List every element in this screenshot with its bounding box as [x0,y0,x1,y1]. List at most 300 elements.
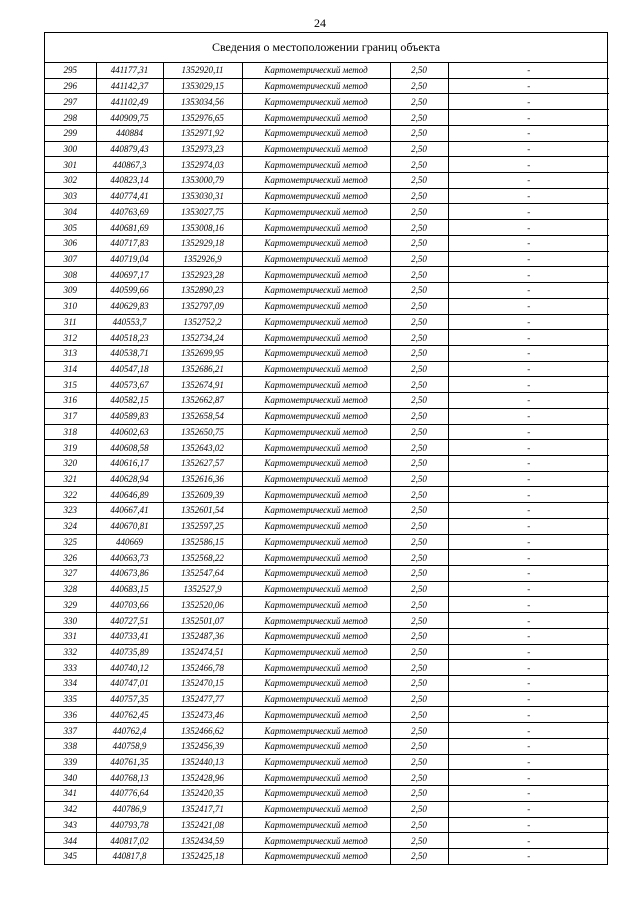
point-number-cell: 318 [45,424,96,440]
table-row [45,738,609,754]
accuracy-cell: 2,50 [390,188,448,204]
point-number-cell: 301 [45,157,96,173]
accuracy-cell: 2,50 [390,503,448,519]
accuracy-cell: 2,50 [390,424,448,440]
x-coordinate-cell: 440817,8 [96,848,163,863]
accuracy-cell: 2,50 [390,141,448,157]
point-number-cell: 334 [45,676,96,692]
table-row [45,801,609,817]
description-cell: - [448,566,609,582]
table-row [45,330,609,346]
description-cell: - [448,628,609,644]
method-cell: Картометрический метод [242,141,390,157]
y-coordinate-cell: 1352547,64 [163,566,242,582]
table-row [45,141,609,157]
point-number-cell: 314 [45,361,96,377]
accuracy-cell: 2,50 [390,801,448,817]
x-coordinate-cell: 440697,17 [96,267,163,283]
description-cell: - [448,503,609,519]
table-title: Сведения о местоположении границ объекта [45,33,607,63]
description-cell: - [448,644,609,660]
table-row [45,848,609,863]
point-number-cell: 320 [45,455,96,471]
method-cell: Картометрический метод [242,534,390,550]
accuracy-cell: 2,50 [390,597,448,613]
y-coordinate-cell: 1352470,15 [163,676,242,692]
y-coordinate-cell: 1352466,62 [163,723,242,739]
description-cell: - [448,455,609,471]
method-cell: Картометрический метод [242,707,390,723]
table-row [45,188,609,204]
accuracy-cell: 2,50 [390,660,448,676]
accuracy-cell: 2,50 [390,518,448,534]
accuracy-cell: 2,50 [390,534,448,550]
description-cell: - [448,125,609,141]
description-cell: - [448,770,609,786]
table-row [45,550,609,566]
x-coordinate-cell: 440786,9 [96,801,163,817]
point-number-cell: 312 [45,330,96,346]
point-number-cell: 323 [45,503,96,519]
accuracy-cell: 2,50 [390,581,448,597]
accuracy-cell: 2,50 [390,251,448,267]
y-coordinate-cell: 1352527,9 [163,581,242,597]
y-coordinate-cell: 1352973,23 [163,141,242,157]
y-coordinate-cell: 1352662,87 [163,393,242,409]
table-row [45,361,609,377]
table-row [45,676,609,692]
point-number-cell: 338 [45,738,96,754]
point-number-cell: 322 [45,487,96,503]
method-cell: Картометрический метод [242,817,390,833]
method-cell: Картометрический метод [242,314,390,330]
accuracy-cell: 2,50 [390,63,448,78]
point-number-cell: 309 [45,283,96,299]
x-coordinate-cell: 440616,17 [96,455,163,471]
y-coordinate-cell: 1352425,18 [163,848,242,863]
description-cell: - [448,220,609,236]
method-cell: Картометрический метод [242,723,390,739]
y-coordinate-cell: 1352923,28 [163,267,242,283]
description-cell: - [448,581,609,597]
accuracy-cell: 2,50 [390,691,448,707]
description-cell: - [448,157,609,173]
description-cell: - [448,283,609,299]
x-coordinate-cell: 440774,41 [96,188,163,204]
accuracy-cell: 2,50 [390,754,448,770]
table-row [45,691,609,707]
table-row [45,581,609,597]
description-cell: - [448,801,609,817]
table-row [45,220,609,236]
point-number-cell: 336 [45,707,96,723]
y-coordinate-cell: 1352658,54 [163,408,242,424]
y-coordinate-cell: 1352752,2 [163,314,242,330]
table-row [45,251,609,267]
y-coordinate-cell: 1352643,02 [163,440,242,456]
accuracy-cell: 2,50 [390,173,448,189]
method-cell: Картометрический метод [242,220,390,236]
method-cell: Картометрический метод [242,330,390,346]
description-cell: - [448,440,609,456]
y-coordinate-cell: 1353029,15 [163,78,242,94]
point-number-cell: 300 [45,141,96,157]
y-coordinate-cell: 1352473,46 [163,707,242,723]
x-coordinate-cell: 440599,66 [96,283,163,299]
y-coordinate-cell: 1352597,25 [163,518,242,534]
table-body [45,63,609,864]
x-coordinate-cell: 440740,12 [96,660,163,676]
point-number-cell: 325 [45,534,96,550]
method-cell: Картометрический метод [242,393,390,409]
method-cell: Картометрический метод [242,566,390,582]
accuracy-cell: 2,50 [390,78,448,94]
accuracy-cell: 2,50 [390,377,448,393]
x-coordinate-cell: 440670,81 [96,518,163,534]
x-coordinate-cell: 440717,83 [96,235,163,251]
y-coordinate-cell: 1352417,71 [163,801,242,817]
accuracy-cell: 2,50 [390,676,448,692]
accuracy-cell: 2,50 [390,283,448,299]
accuracy-cell: 2,50 [390,833,448,849]
table-row [45,125,609,141]
method-cell: Картометрический метод [242,644,390,660]
accuracy-cell: 2,50 [390,848,448,863]
point-number-cell: 340 [45,770,96,786]
method-cell: Картометрический метод [242,157,390,173]
description-cell: - [448,94,609,110]
page-number: 24 [314,16,326,30]
point-number-cell: 313 [45,345,96,361]
x-coordinate-cell: 440703,66 [96,597,163,613]
x-coordinate-cell: 440758,9 [96,738,163,754]
method-cell: Картометрический метод [242,676,390,692]
accuracy-cell: 2,50 [390,125,448,141]
description-cell: - [448,141,609,157]
method-cell: Картометрический метод [242,345,390,361]
x-coordinate-cell: 440646,89 [96,487,163,503]
x-coordinate-cell: 440763,69 [96,204,163,220]
x-coordinate-cell: 440735,89 [96,644,163,660]
method-cell: Картометрический метод [242,235,390,251]
accuracy-cell: 2,50 [390,330,448,346]
point-number-cell: 345 [45,848,96,863]
table-row [45,613,609,629]
accuracy-cell: 2,50 [390,157,448,173]
method-cell: Картометрический метод [242,440,390,456]
method-cell: Картометрический метод [242,754,390,770]
table-row [45,471,609,487]
method-cell: Картометрический метод [242,518,390,534]
x-coordinate-cell: 440681,69 [96,220,163,236]
description-cell: - [448,361,609,377]
description-cell: - [448,377,609,393]
y-coordinate-cell: 1353000,79 [163,173,242,189]
description-cell: - [448,707,609,723]
method-cell: Картометрический метод [242,377,390,393]
table-row [45,157,609,173]
point-number-cell: 341 [45,786,96,802]
point-number-cell: 331 [45,628,96,644]
accuracy-cell: 2,50 [390,440,448,456]
y-coordinate-cell: 1353008,16 [163,220,242,236]
y-coordinate-cell: 1352601,54 [163,503,242,519]
point-number-cell: 327 [45,566,96,582]
description-cell: - [448,251,609,267]
y-coordinate-cell: 1352929,18 [163,235,242,251]
accuracy-cell: 2,50 [390,817,448,833]
x-coordinate-cell: 440761,35 [96,754,163,770]
description-cell: - [448,691,609,707]
description-cell: - [448,408,609,424]
x-coordinate-cell: 440776,64 [96,786,163,802]
table-row [45,377,609,393]
x-coordinate-cell: 440602,63 [96,424,163,440]
x-coordinate-cell: 440538,71 [96,345,163,361]
accuracy-cell: 2,50 [390,393,448,409]
x-coordinate-cell: 440628,94 [96,471,163,487]
point-number-cell: 316 [45,393,96,409]
table-row [45,817,609,833]
table-row [45,204,609,220]
table-row [45,408,609,424]
description-cell: - [448,534,609,550]
method-cell: Картометрический метод [242,298,390,314]
method-cell: Картометрический метод [242,848,390,863]
point-number-cell: 302 [45,173,96,189]
point-number-cell: 315 [45,377,96,393]
method-cell: Картометрический метод [242,455,390,471]
method-cell: Картометрический метод [242,471,390,487]
y-coordinate-cell: 1352890,23 [163,283,242,299]
description-cell: - [448,63,609,78]
point-number-cell: 317 [45,408,96,424]
accuracy-cell: 2,50 [390,707,448,723]
point-number-cell: 329 [45,597,96,613]
description-cell: - [448,754,609,770]
accuracy-cell: 2,50 [390,110,448,126]
description-cell: - [448,817,609,833]
method-cell: Картометрический метод [242,267,390,283]
table-row [45,173,609,189]
y-coordinate-cell: 1352501,07 [163,613,242,629]
method-cell: Картометрический метод [242,251,390,267]
point-number-cell: 305 [45,220,96,236]
x-coordinate-cell: 440673,86 [96,566,163,582]
description-cell: - [448,487,609,503]
description-cell: - [448,204,609,220]
coordinates-table [45,63,609,864]
point-number-cell: 332 [45,644,96,660]
accuracy-cell: 2,50 [390,644,448,660]
accuracy-cell: 2,50 [390,267,448,283]
description-cell: - [448,833,609,849]
method-cell: Картометрический метод [242,770,390,786]
point-number-cell: 297 [45,94,96,110]
description-cell: - [448,518,609,534]
y-coordinate-cell: 1352650,75 [163,424,242,440]
accuracy-cell: 2,50 [390,314,448,330]
y-coordinate-cell: 1353034,56 [163,94,242,110]
x-coordinate-cell: 440768,13 [96,770,163,786]
point-number-cell: 295 [45,63,96,78]
y-coordinate-cell: 1352699,95 [163,345,242,361]
x-coordinate-cell: 440629,83 [96,298,163,314]
point-number-cell: 319 [45,440,96,456]
y-coordinate-cell: 1352520,06 [163,597,242,613]
table-row [45,298,609,314]
table-row [45,786,609,802]
x-coordinate-cell: 440669 [96,534,163,550]
method-cell: Картометрический метод [242,550,390,566]
point-number-cell: 321 [45,471,96,487]
point-number-cell: 343 [45,817,96,833]
point-number-cell: 342 [45,801,96,817]
x-coordinate-cell: 440823,14 [96,173,163,189]
y-coordinate-cell: 1352568,22 [163,550,242,566]
method-cell: Картометрический метод [242,78,390,94]
table-row [45,628,609,644]
y-coordinate-cell: 1352434,59 [163,833,242,849]
table-row [45,707,609,723]
x-coordinate-cell: 440909,75 [96,110,163,126]
x-coordinate-cell: 440762,45 [96,707,163,723]
point-number-cell: 324 [45,518,96,534]
table-row [45,455,609,471]
y-coordinate-cell: 1352466,78 [163,660,242,676]
method-cell: Картометрический метод [242,204,390,220]
table-row [45,94,609,110]
description-cell: - [448,345,609,361]
x-coordinate-cell: 440553,7 [96,314,163,330]
x-coordinate-cell: 441142,37 [96,78,163,94]
description-cell: - [448,393,609,409]
point-number-cell: 326 [45,550,96,566]
table-row [45,770,609,786]
y-coordinate-cell: 1352428,96 [163,770,242,786]
x-coordinate-cell: 440589,83 [96,408,163,424]
description-cell: - [448,314,609,330]
accuracy-cell: 2,50 [390,455,448,471]
method-cell: Картометрический метод [242,110,390,126]
table-row [45,345,609,361]
description-cell: - [448,471,609,487]
point-number-cell: 307 [45,251,96,267]
y-coordinate-cell: 1352920,11 [163,63,242,78]
table-row [45,440,609,456]
point-number-cell: 310 [45,298,96,314]
point-number-cell: 308 [45,267,96,283]
x-coordinate-cell: 440547,18 [96,361,163,377]
description-cell: - [448,738,609,754]
accuracy-cell: 2,50 [390,550,448,566]
x-coordinate-cell: 440817,02 [96,833,163,849]
method-cell: Картометрический метод [242,361,390,377]
y-coordinate-cell: 1352609,39 [163,487,242,503]
description-cell: - [448,550,609,566]
description-cell: - [448,188,609,204]
y-coordinate-cell: 1352926,9 [163,251,242,267]
y-coordinate-cell: 1352456,39 [163,738,242,754]
description-cell: - [448,676,609,692]
description-cell: - [448,235,609,251]
table-row [45,518,609,534]
x-coordinate-cell: 440879,43 [96,141,163,157]
table-row [45,63,609,78]
x-coordinate-cell: 440733,41 [96,628,163,644]
y-coordinate-cell: 1352627,57 [163,455,242,471]
y-coordinate-cell: 1352474,51 [163,644,242,660]
description-cell: - [448,298,609,314]
x-coordinate-cell: 440683,15 [96,581,163,597]
method-cell: Картометрический метод [242,63,390,78]
x-coordinate-cell: 440762,4 [96,723,163,739]
table-row [45,78,609,94]
description-cell: - [448,78,609,94]
method-cell: Картометрический метод [242,94,390,110]
accuracy-cell: 2,50 [390,770,448,786]
point-number-cell: 335 [45,691,96,707]
y-coordinate-cell: 1352674,91 [163,377,242,393]
y-coordinate-cell: 1352797,09 [163,298,242,314]
table-row [45,833,609,849]
accuracy-cell: 2,50 [390,220,448,236]
x-coordinate-cell: 440747,01 [96,676,163,692]
description-cell: - [448,173,609,189]
x-coordinate-cell: 440719,04 [96,251,163,267]
accuracy-cell: 2,50 [390,628,448,644]
point-number-cell: 339 [45,754,96,770]
y-coordinate-cell: 1352976,65 [163,110,242,126]
method-cell: Картометрический метод [242,833,390,849]
accuracy-cell: 2,50 [390,298,448,314]
table-row [45,566,609,582]
point-number-cell: 328 [45,581,96,597]
description-cell: - [448,330,609,346]
description-cell: - [448,424,609,440]
y-coordinate-cell: 1352420,35 [163,786,242,802]
accuracy-cell: 2,50 [390,786,448,802]
description-cell: - [448,267,609,283]
x-coordinate-cell: 440582,15 [96,393,163,409]
table-row [45,754,609,770]
table-row [45,503,609,519]
point-number-cell: 298 [45,110,96,126]
table-row [45,283,609,299]
table-row [45,110,609,126]
table-row [45,424,609,440]
accuracy-cell: 2,50 [390,361,448,377]
accuracy-cell: 2,50 [390,738,448,754]
accuracy-cell: 2,50 [390,408,448,424]
method-cell: Картометрический метод [242,424,390,440]
point-number-cell: 311 [45,314,96,330]
table-row [45,723,609,739]
method-cell: Картометрический метод [242,173,390,189]
accuracy-cell: 2,50 [390,204,448,220]
point-number-cell: 333 [45,660,96,676]
y-coordinate-cell: 1353030,31 [163,188,242,204]
y-coordinate-cell: 1352616,36 [163,471,242,487]
table-row [45,314,609,330]
description-cell: - [448,723,609,739]
accuracy-cell: 2,50 [390,613,448,629]
x-coordinate-cell: 440518,23 [96,330,163,346]
table-row [45,534,609,550]
boundary-table-frame [44,32,608,865]
y-coordinate-cell: 1352971,92 [163,125,242,141]
accuracy-cell: 2,50 [390,723,448,739]
